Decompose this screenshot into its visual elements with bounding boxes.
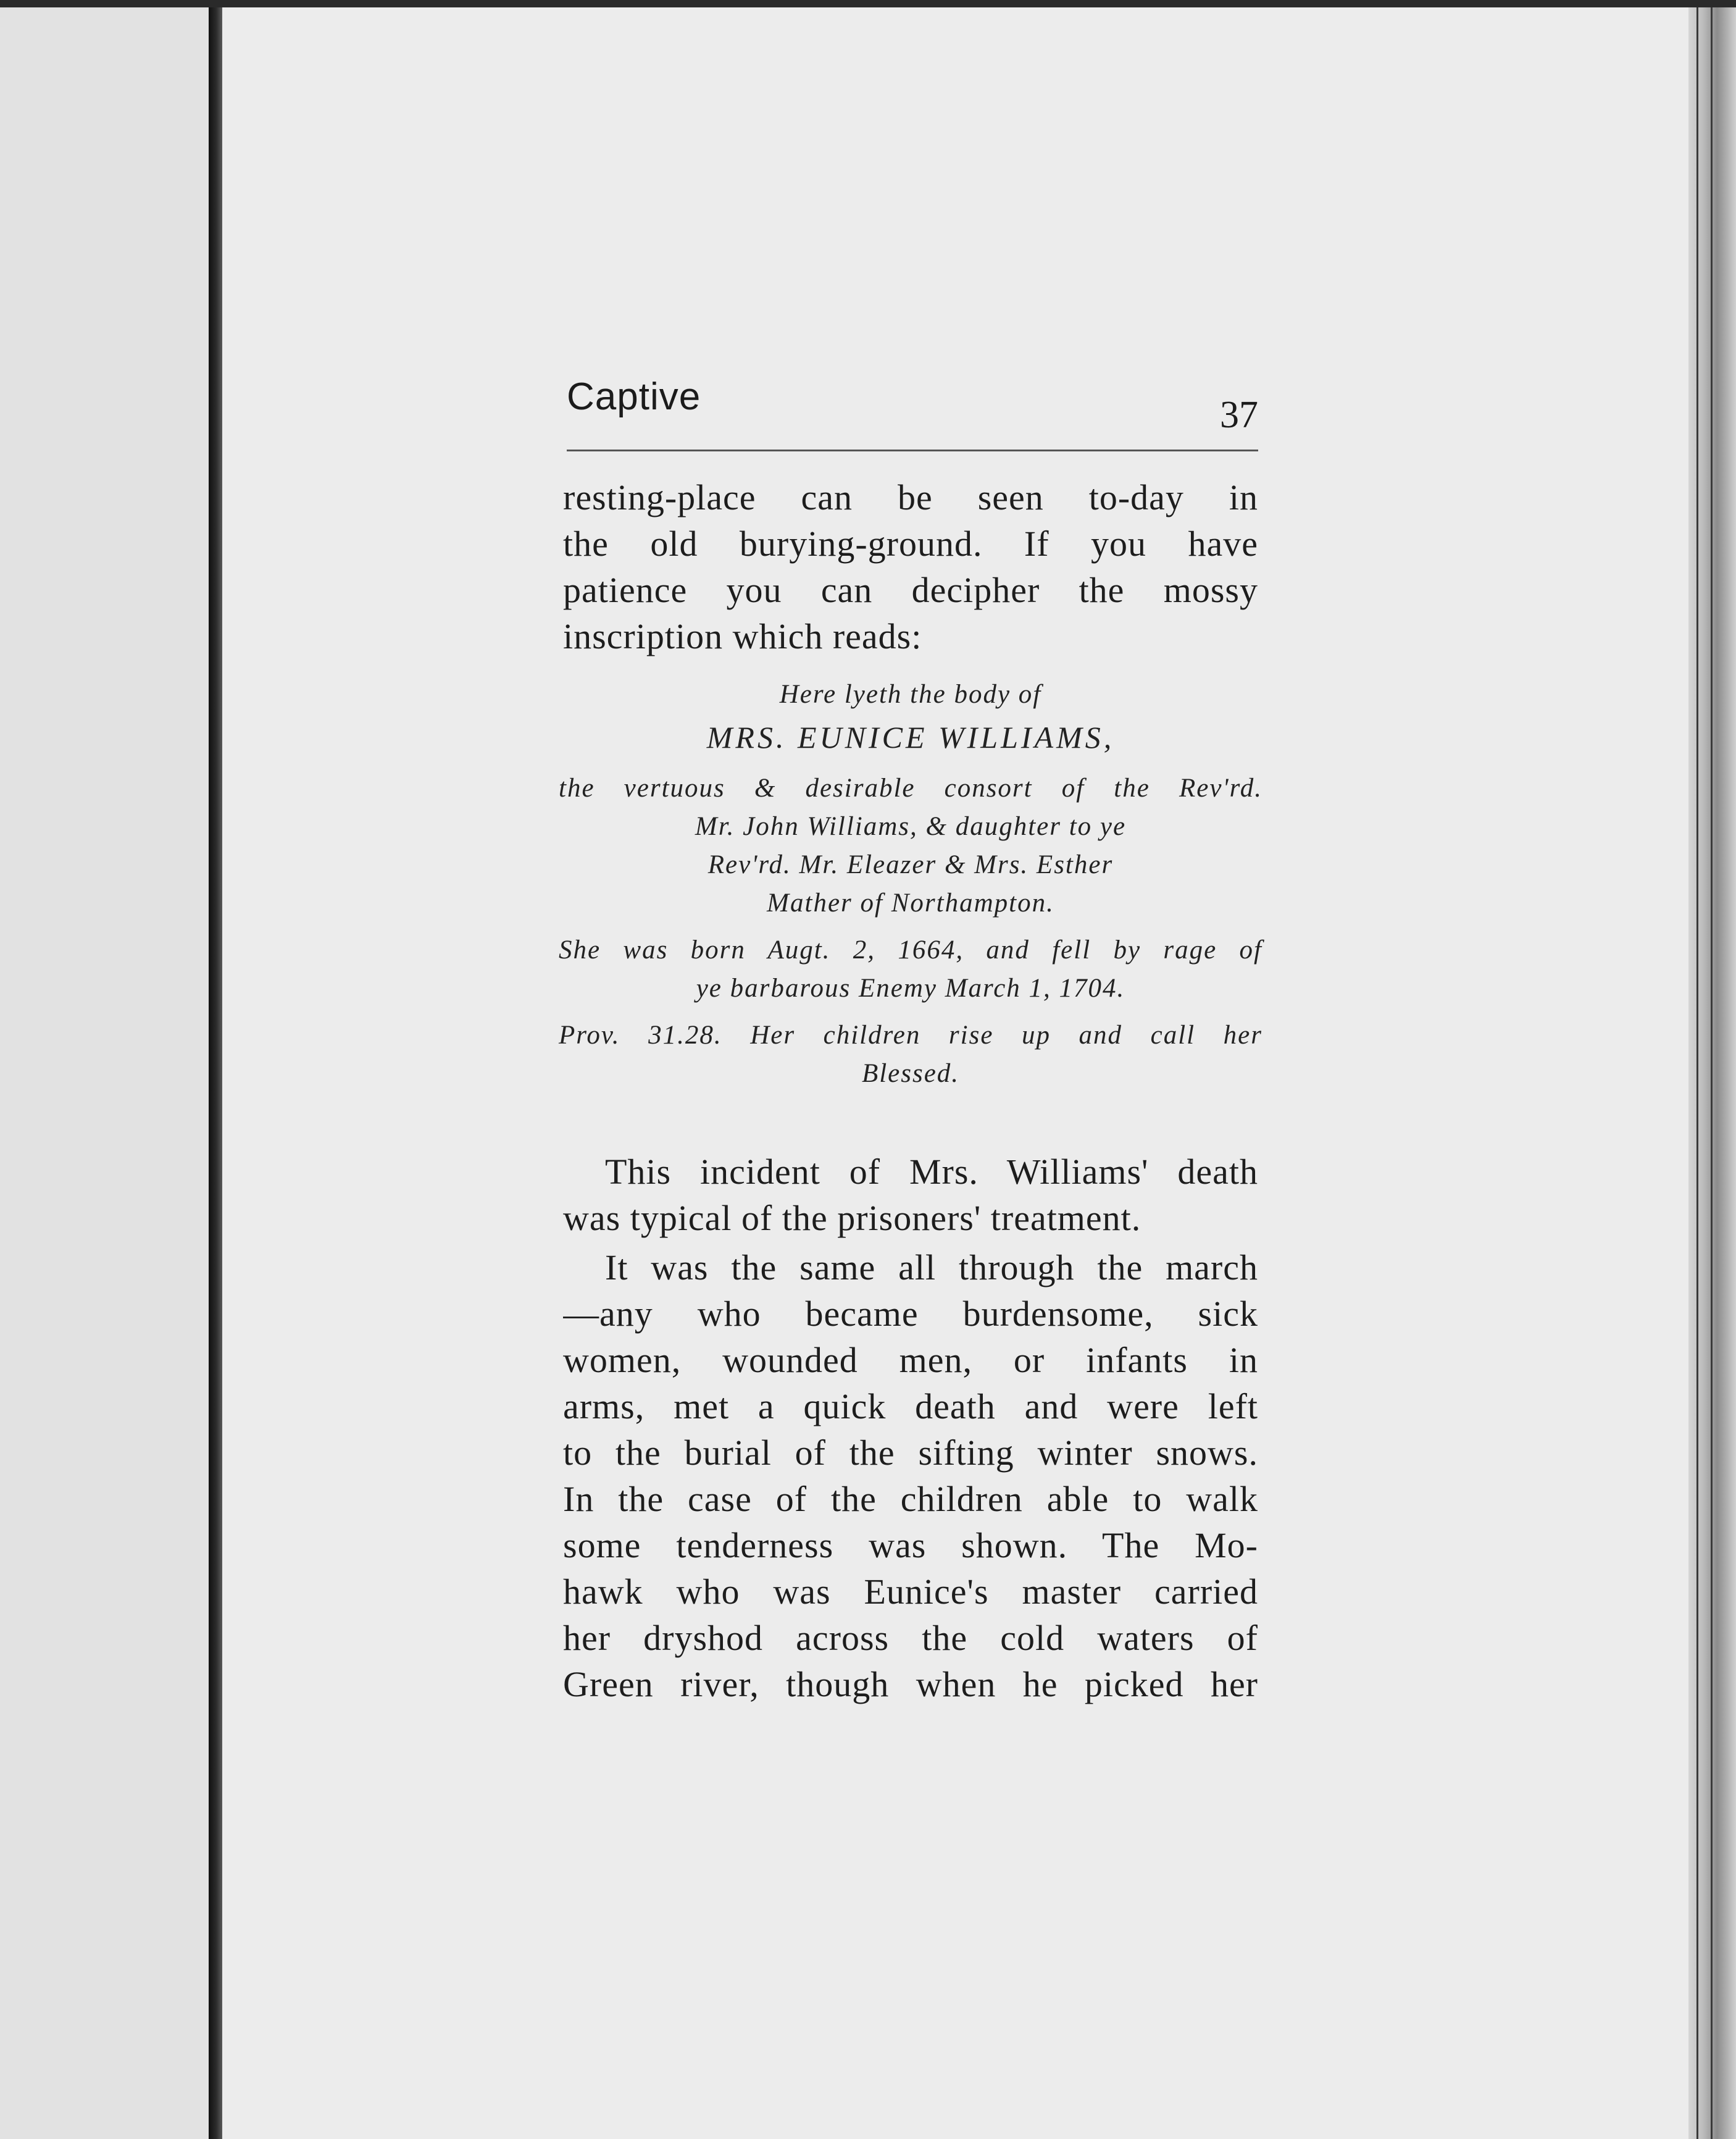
text-line: patience you can decipher the mossy: [563, 570, 1258, 610]
text-line: was typical of the prisoners' treatment.: [563, 1198, 1141, 1238]
text-line: This incident of Mrs. Williams' death: [605, 1152, 1258, 1192]
epitaph-line: She was born Augt. 2, 1664, and fell by rage of: [559, 936, 1262, 965]
epitaph-line: Mather of Northampton.: [767, 889, 1054, 918]
epitaph-line: ye barbarous Enemy March 1, 1704.: [696, 974, 1125, 1003]
page-edge-line: [1711, 7, 1713, 2139]
epitaph-line: Here lyeth the body of: [779, 680, 1042, 709]
text-line: women, wounded men, or infants in: [563, 1340, 1258, 1380]
paragraph-incident: [563, 1149, 1258, 1241]
epitaph-inscription: [559, 676, 1262, 1093]
text-line: her dryshod across the cold waters of: [563, 1618, 1258, 1658]
page-number: 37: [1220, 394, 1258, 436]
paragraph-resting-place: [563, 474, 1258, 659]
text-line: Green river, though when he picked her: [563, 1664, 1258, 1704]
epitaph-name: MRS. EUNICE WILLIAMS,: [706, 720, 1115, 755]
top-shadow: [0, 0, 1736, 7]
header-rule: [567, 450, 1258, 451]
text-line: arms, met a quick death and were left: [563, 1386, 1258, 1426]
book-gutter: [209, 7, 222, 2139]
running-head: Captive: [567, 375, 701, 418]
text-line: inscription which reads:: [563, 616, 922, 656]
text-line: In the case of the children able to walk: [563, 1479, 1258, 1519]
paragraph-march: [563, 1244, 1258, 1707]
text-line: resting-place can be seen to-day in: [563, 477, 1258, 517]
text-line: to the burial of the sifting winter snows.: [563, 1433, 1258, 1473]
text-line: hawk who was Eunice's master carried: [563, 1572, 1258, 1612]
text-line: some tenderness was shown. The Mo-: [563, 1525, 1258, 1565]
epitaph-line: Rev'rd. Mr. Eleazer & Mrs. Esther: [707, 850, 1114, 879]
text-line: It was the same all through the march: [605, 1247, 1258, 1287]
epitaph-line: the vertuous & desirable consort of the Rev'rd.: [559, 774, 1262, 803]
text-line: —any who became burdensome, sick: [563, 1294, 1258, 1334]
text-line: the old burying-ground. If you have: [563, 524, 1258, 564]
epitaph-line: Blessed.: [861, 1059, 960, 1088]
page-edge-line: [1696, 7, 1698, 2139]
epitaph-line: Mr. John Williams, & daughter to ye: [695, 812, 1127, 841]
epitaph-line: Prov. 31.28. Her children rise up and call her: [559, 1021, 1262, 1050]
left-page-margin: [0, 7, 209, 2139]
